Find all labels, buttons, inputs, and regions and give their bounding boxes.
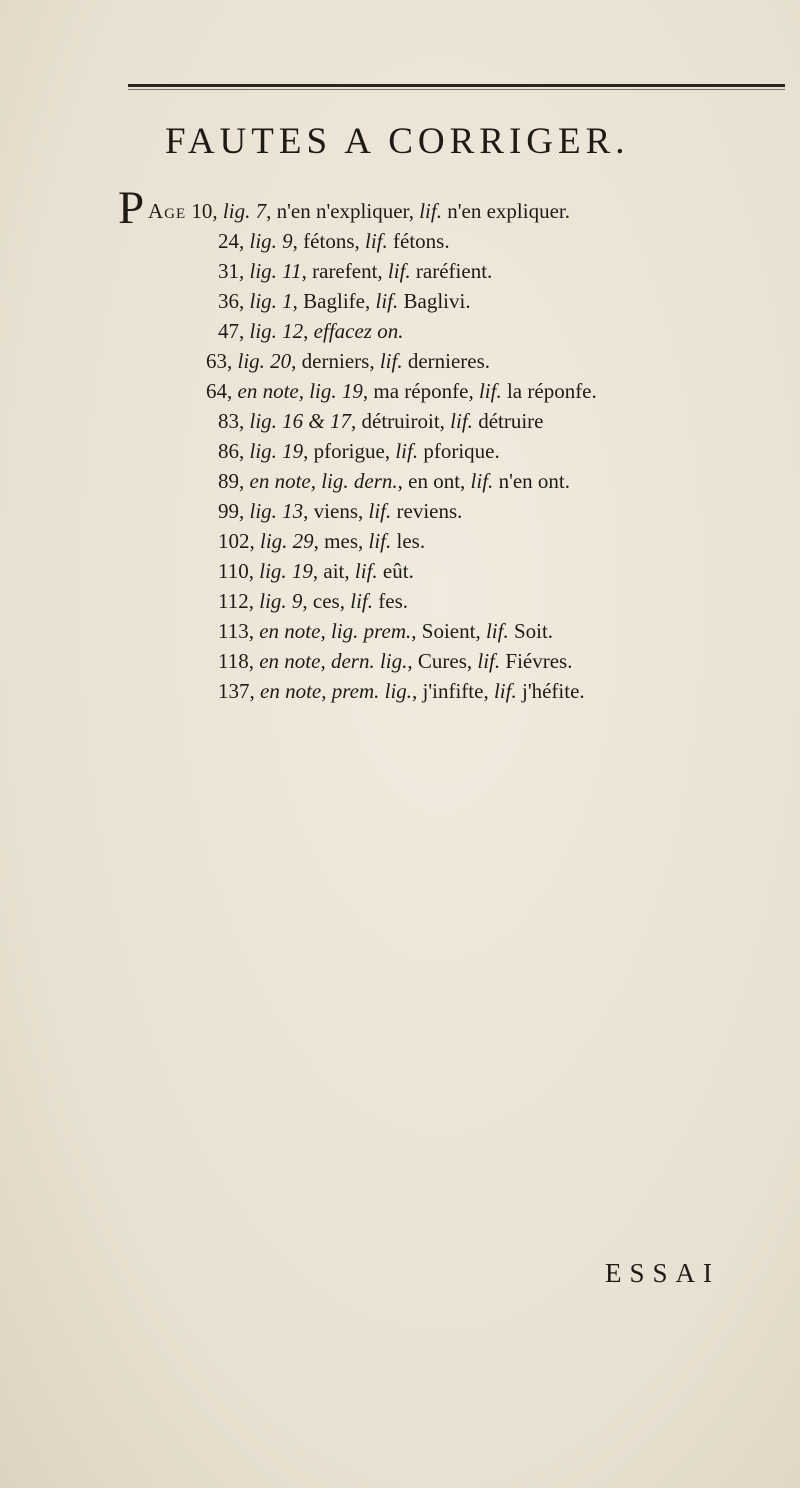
errata-line: 102, lig. 29, mes, lif. les. <box>118 526 798 556</box>
correct-reading: raréfient. <box>415 259 493 283</box>
line-reference: lig. 1 <box>249 289 293 313</box>
line-reference: lig. 19 <box>249 439 304 463</box>
lis-marker: lif. <box>368 529 392 553</box>
show-through-text <box>120 800 800 1000</box>
correct-reading: eût. <box>382 559 414 583</box>
errata-line: 24, lig. 9, fétons, lif. fétons. <box>118 226 798 256</box>
errata-line: 47, lig. 12, effacez on. <box>118 316 798 346</box>
line-reference: en note, dern. lig. <box>259 649 408 673</box>
wrong-reading: derniers <box>301 349 370 373</box>
page-number: 63 <box>206 349 227 373</box>
wrong-reading: viens <box>313 499 358 523</box>
lis-marker: lif. <box>395 439 419 463</box>
lis-marker: lif. <box>379 349 403 373</box>
errata-line: 36, lig. 1, Baglife, lif. Baglivi. <box>118 286 798 316</box>
correct-reading: j'héfite. <box>521 679 585 703</box>
wrong-reading: ait <box>323 559 345 583</box>
line-reference: en note, lig. 19 <box>237 379 363 403</box>
lis-marker: lif. <box>485 619 509 643</box>
lis-marker: lif. <box>493 679 517 703</box>
line-reference: en note, lig. prem. <box>259 619 412 643</box>
page-number: 86 <box>218 439 239 463</box>
line-reference: lig. 9 <box>249 229 293 253</box>
line-reference: en note, prem. lig. <box>260 679 413 703</box>
page-number: 31 <box>218 259 239 283</box>
lis-marker: lif. <box>365 229 388 253</box>
page-word: Age <box>148 199 187 223</box>
page-number: 64 <box>206 379 227 403</box>
page-title: FAUTES A CORRIGER. <box>165 121 630 162</box>
wrong-reading: pforigue <box>313 439 385 463</box>
errata-line: 86, lig. 19, pforigue, lif. pforique. <box>118 436 798 466</box>
errata-line: 112, lig. 9, ces, lif. fes. <box>118 586 798 616</box>
errata-line: 137, en note, prem. lig., j'infifte, lif. j'héfite. <box>118 676 798 706</box>
line-reference: lig. 11 <box>249 259 302 283</box>
correct-reading: Fiévres. <box>505 649 573 673</box>
wrong-reading: n'en n'expliquer <box>276 199 409 223</box>
page-number: 10 <box>191 199 213 223</box>
wrong-reading: fétons <box>303 229 355 253</box>
errata-line: 64, en note, lig. 19, ma réponfe, lif. la réponfe. <box>118 376 798 406</box>
page-number: 113 <box>218 619 249 643</box>
lis-marker: lif. <box>470 469 494 493</box>
wrong-reading: rarefent <box>312 259 378 283</box>
wrong-reading: mes <box>324 529 358 553</box>
correct-reading: fétons. <box>393 229 450 253</box>
errata-line: 31, lig. 11, rarefent, lif. raréfient. <box>118 256 798 286</box>
page-number: 99 <box>218 499 239 523</box>
page-number: 110 <box>218 559 249 583</box>
errata-line: 99, lig. 13, viens, lif. reviens. <box>118 496 798 526</box>
errata-list <box>118 182 798 706</box>
wrong-reading: détruiroit <box>361 409 440 433</box>
lis-marker: lif. <box>350 589 373 613</box>
page-number: 102 <box>218 529 250 553</box>
errata-line: 83, lig. 16 & 17, détruiroit, lif. détruire <box>118 406 798 436</box>
lis-marker: lif. <box>477 649 501 673</box>
correct-reading: effacez on. <box>313 319 404 343</box>
wrong-reading: Baglife <box>303 289 365 313</box>
errata-line: P Age 10, lig. 7, n'en n'expliquer, lif. n'en expliquer. <box>118 182 570 234</box>
line-reference: lig. 16 & 17 <box>249 409 352 433</box>
correct-reading: la réponfe. <box>506 379 597 403</box>
lis-marker: lif. <box>387 259 411 283</box>
page-number: 47 <box>218 319 239 343</box>
line-reference: lig. 7 <box>222 199 267 223</box>
wrong-reading: ces <box>312 589 340 613</box>
page-number: 83 <box>218 409 239 433</box>
correct-reading: pforique. <box>423 439 500 463</box>
header-rule-thin <box>128 89 785 90</box>
page-number: 137 <box>218 679 250 703</box>
correct-reading: les. <box>396 529 426 553</box>
wrong-reading: ma réponfe <box>373 379 469 403</box>
wrong-reading: j'infifte <box>422 679 484 703</box>
page-number: 112 <box>218 589 249 613</box>
correct-reading: reviens. <box>396 499 463 523</box>
wrong-reading: Cures <box>417 649 467 673</box>
line-reference: lig. 13 <box>249 499 304 523</box>
correct-reading: Soit. <box>513 619 554 643</box>
errata-line: 89, en note, lig. dern., en ont, lif. n'en ont. <box>118 466 798 496</box>
correct-reading: Baglivi. <box>403 289 471 313</box>
line-reference: lig. 9 <box>259 589 303 613</box>
page-number: 24 <box>218 229 239 253</box>
correct-reading: fes. <box>378 589 408 613</box>
lis-marker: lif. <box>450 409 473 433</box>
lis-marker: lif. <box>478 379 502 403</box>
lis-marker: lif. <box>354 559 378 583</box>
line-reference: en note, lig. dern. <box>249 469 398 493</box>
errata-line: 110, lig. 19, ait, lif. eût. <box>118 556 798 586</box>
page-number: 118 <box>218 649 249 673</box>
wrong-reading: en ont <box>408 469 461 493</box>
line-reference: lig. 29 <box>260 529 314 553</box>
line-reference: lig. 19 <box>259 559 313 583</box>
lis-marker: lif. <box>368 499 392 523</box>
page-number: 36 <box>218 289 239 313</box>
errata-line: 113, en note, lig. prem., Soient, lif. Soit. <box>118 616 798 646</box>
lis-marker: lif. <box>419 199 442 223</box>
errata-line: 118, en note, dern. lig., Cures, lif. Fiévres. <box>118 646 798 676</box>
correct-reading: n'en ont. <box>498 469 571 493</box>
catchword: ESSAI <box>605 1258 721 1288</box>
drop-cap: P <box>118 182 145 234</box>
correct-reading: dernieres. <box>407 349 491 373</box>
errata-line: 63, lig. 20, derniers, lif. dernieres. <box>118 346 798 376</box>
page-number: 89 <box>218 469 239 493</box>
correct-reading: n'en expliquer. <box>447 199 570 223</box>
line-reference: lig. 12 <box>249 319 304 343</box>
lis-marker: lif. <box>375 289 399 313</box>
header-rule <box>128 84 785 87</box>
correct-reading: détruire <box>478 409 544 433</box>
wrong-reading: Soient <box>421 619 476 643</box>
line-reference: lig. 20 <box>237 349 292 373</box>
